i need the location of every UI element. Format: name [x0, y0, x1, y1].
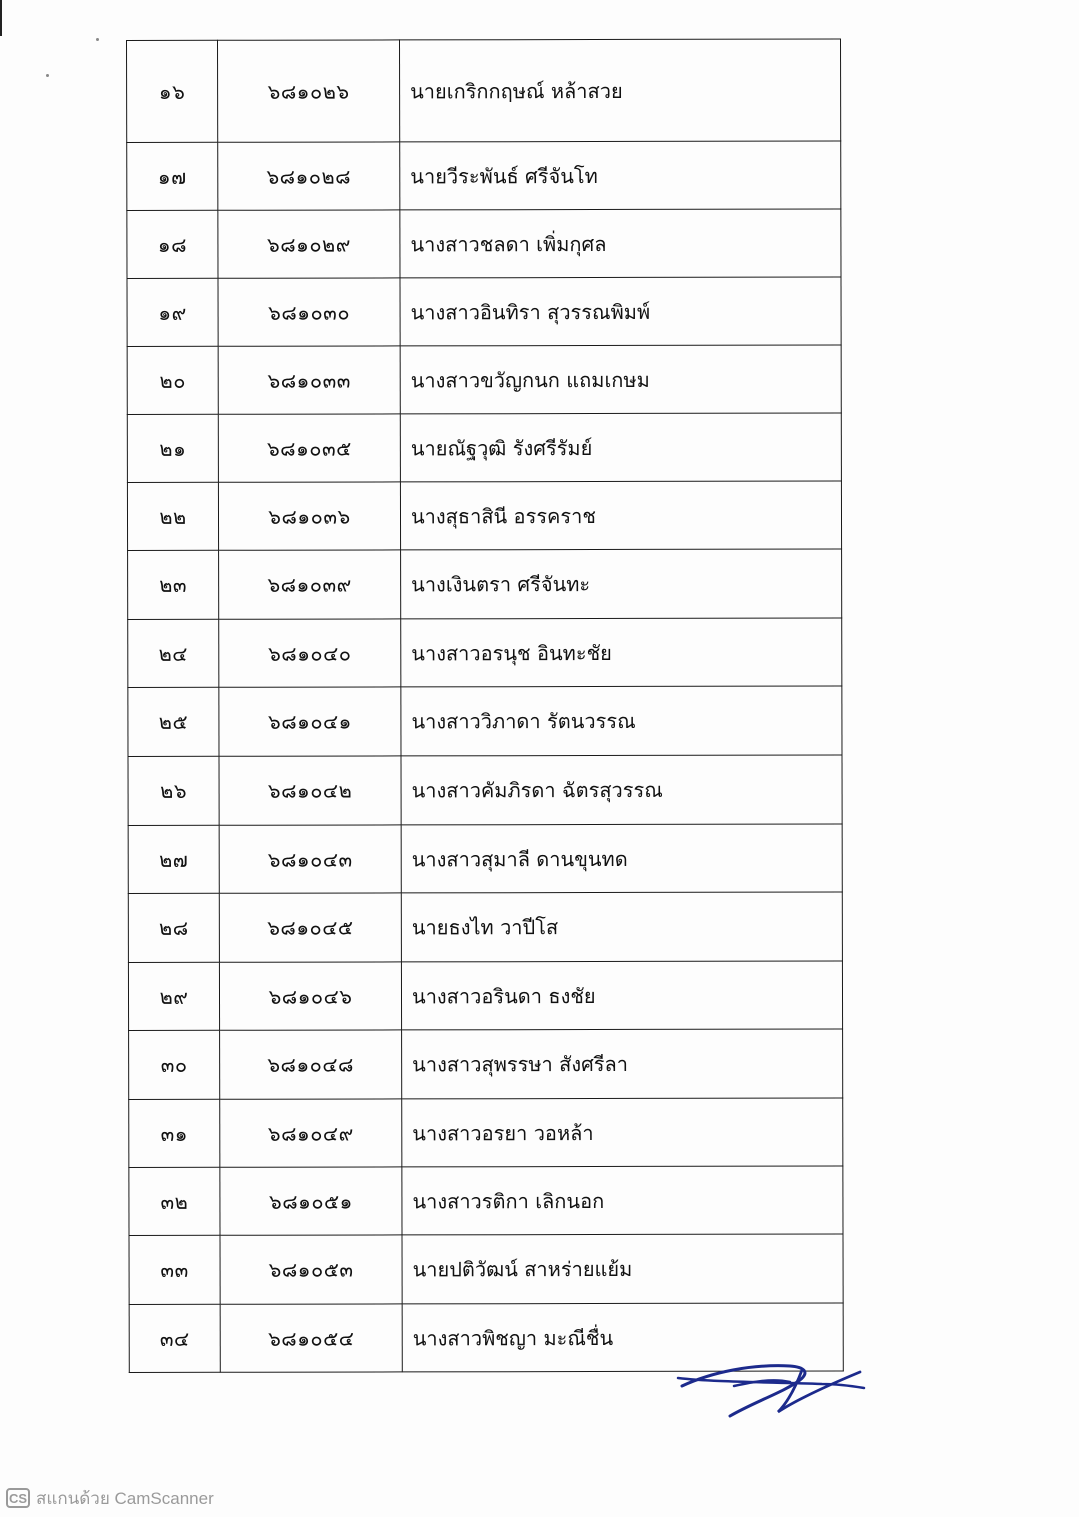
row-id-code: ๖๘๑๐๕๓ [220, 1235, 402, 1304]
row-number: ๒๙ [128, 962, 219, 1030]
row-id-code: ๖๘๑๐๓๐ [218, 278, 400, 346]
table-row [129, 1098, 843, 1167]
row-id-code: ๖๘๑๐๕๑ [220, 1167, 402, 1235]
table-row [129, 1234, 843, 1304]
row-person-name: นางสาวอรินดา ธงชัย [401, 961, 842, 1030]
scan-speck [96, 38, 99, 41]
row-number: ๒๖ [128, 756, 219, 825]
table-row [127, 141, 841, 210]
row-id-code: ๖๘๑๐๔๖ [219, 962, 401, 1030]
row-number: ๑๘ [127, 210, 218, 278]
row-person-name: นางสาวชลดา เพิ่มกุศล [400, 209, 841, 278]
row-id-code: ๖๘๑๐๒๙ [218, 210, 400, 278]
row-number: ๓๒ [129, 1167, 220, 1235]
row-id-code: ๖๘๑๐๔๐ [219, 619, 401, 687]
table-row [127, 39, 841, 142]
table-row [128, 686, 842, 756]
row-number: ๒๕ [128, 687, 219, 756]
table-row [128, 824, 842, 893]
row-person-name: นางสาวรติกา เลิกนอก [402, 1166, 843, 1235]
row-id-code: ๖๘๑๐๔๙ [220, 1099, 402, 1167]
row-number: ๑๖ [127, 40, 218, 142]
row-id-code: ๖๘๑๐๔๘ [220, 1030, 402, 1099]
roster-body [127, 39, 844, 1372]
camscanner-logo-icon: CS [6, 1488, 30, 1508]
row-number: ๒๓ [128, 550, 219, 619]
row-id-code: ๖๘๑๐๒๘ [218, 142, 400, 210]
row-person-name: นายณัฐวุฒิ รังศรีรัมย์ [400, 413, 841, 482]
table-row [128, 618, 842, 687]
row-number: ๒๔ [128, 619, 219, 687]
watermark-text: สแกนด้วย CamScanner [36, 1488, 214, 1508]
table-row [128, 755, 842, 825]
row-person-name: นายเกริกกฤษณ์ หล้าสวย [400, 39, 841, 142]
table-row [128, 961, 842, 1030]
table-row [128, 549, 842, 619]
row-number: ๓๑ [129, 1099, 220, 1167]
row-id-code: ๖๘๑๐๓๓ [218, 346, 400, 414]
table-row [129, 1029, 843, 1099]
row-number: ๒๑ [127, 414, 218, 482]
row-number: ๒๘ [128, 893, 219, 962]
row-person-name: นางสาวพิชญา มะณีชื่น [402, 1303, 843, 1372]
row-person-name: นางสาวอรยา วอหล้า [402, 1098, 843, 1167]
row-id-code: ๖๘๑๐๔๓ [219, 825, 401, 893]
row-id-code: ๖๘๑๐๕๔ [220, 1304, 402, 1372]
row-person-name: นางสาวขวัญกนก แถมเกษม [400, 345, 841, 414]
table-row [127, 481, 841, 550]
row-id-code: ๖๘๑๐๒๖ [218, 40, 400, 142]
row-id-code: ๖๘๑๐๓๕ [218, 414, 400, 482]
row-person-name: นางสาวสุพรรษา สังศรีลา [402, 1029, 843, 1099]
row-id-code: ๖๘๑๐๓๙ [219, 550, 401, 619]
table-row [127, 413, 841, 482]
table-row [127, 345, 841, 414]
table-row [127, 277, 841, 346]
row-person-name: นางเงินตรา ศรีจันทะ [401, 549, 842, 619]
row-person-name: นายวีระพันธ์ ศรีจันโท [400, 141, 841, 210]
row-person-name: นางสุธาสินี อรรคราช [400, 481, 841, 550]
row-person-name: นางสาวคัมภิรดา ฉัตรสุวรรณ [401, 755, 842, 825]
table-row [128, 892, 842, 962]
row-person-name: นายธงไท วาปีโส [401, 892, 842, 962]
row-id-code: ๖๘๑๐๓๖ [218, 482, 400, 550]
row-person-name: นางสาวอรนุช อินทะชัย [401, 618, 842, 687]
row-number: ๒๗ [128, 825, 219, 893]
scan-speck [46, 74, 49, 77]
roster-table [126, 39, 844, 1373]
row-person-name: นางสาวอินทิรา สุวรรณพิมพ์ [400, 277, 841, 346]
row-id-code: ๖๘๑๐๔๒ [219, 756, 401, 825]
handwritten-signature [672, 1342, 868, 1426]
row-person-name: นางสาววิภาดา รัตนวรรณ [401, 686, 842, 756]
row-person-name: นายปติวัฒน์ สาหร่ายแย้ม [402, 1234, 843, 1304]
scanner-watermark [6, 1486, 214, 1510]
row-number: ๑๗ [127, 142, 218, 210]
table-row [127, 209, 841, 278]
row-person-name: นางสาวสุมาลี ดานขุนทด [401, 824, 842, 893]
row-number: ๓๔ [129, 1304, 220, 1372]
row-number: ๑๙ [127, 278, 218, 346]
row-number: ๒๐ [127, 346, 218, 414]
row-id-code: ๖๘๑๐๔๕ [219, 893, 401, 962]
row-id-code: ๖๘๑๐๔๑ [219, 687, 401, 756]
row-number: ๒๒ [127, 482, 218, 550]
table-row [129, 1166, 843, 1235]
scan-edge-mark [0, 0, 2, 36]
row-number: ๓๓ [129, 1235, 220, 1304]
row-number: ๓๐ [129, 1030, 220, 1099]
